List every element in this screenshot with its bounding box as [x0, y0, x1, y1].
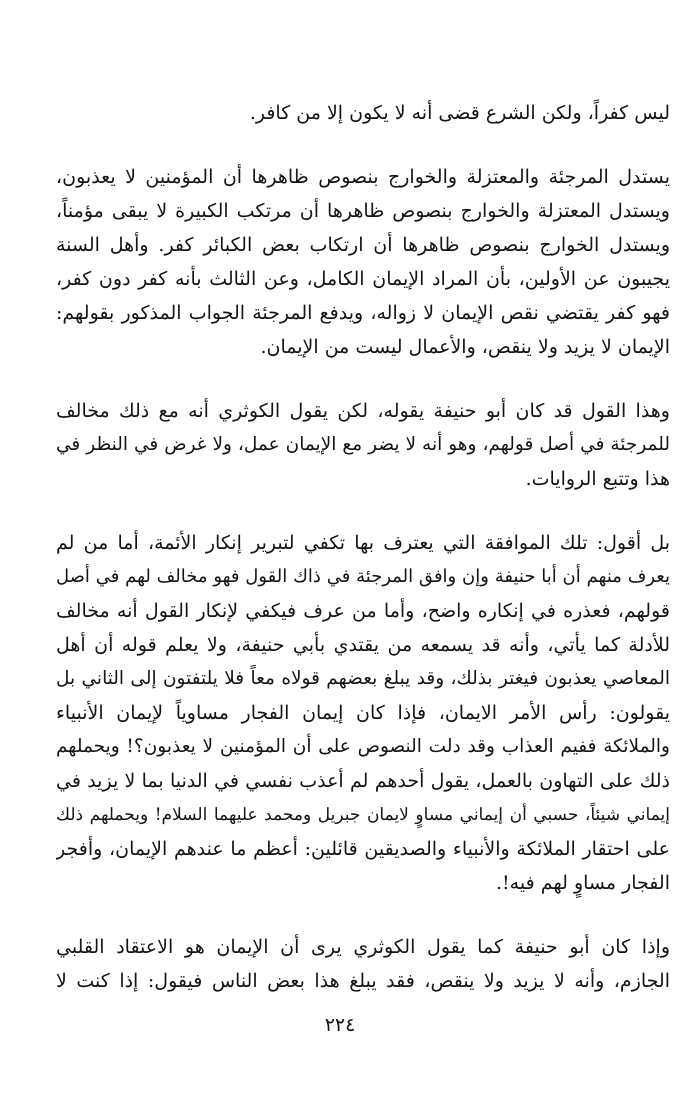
paragraph-1 — [56, 96, 670, 130]
text-line: المعاصي يعذبون فيغتر بذلك، وقد يبلغ بعضهم قولاه معاً فلا يلتفتون إلى الثاني بل — [56, 668, 670, 689]
text-line: يستدل المرجئة والمعتزلة والخوارج بنصوص ظاهرها أن المؤمنين لا يعذبون، — [56, 166, 670, 188]
page-number: ٢٢٤ — [324, 1014, 356, 1036]
paragraph-2 — [56, 160, 670, 364]
text-line: الجازم، وأنه لا يزيد ولا ينقص، فقد يبلغ هذا بعض الناس فيقول: إذا كنت لا — [56, 970, 670, 992]
text-line: إيماني شيئاً، حسبي أن إيماني مساوٍ لايمان جبريل ومحمد عليهما السلام! ويحملهم ذلك — [56, 805, 670, 825]
text-line: والملائكة ففيم العذاب وقد دلت النصوص على أن المؤمنين لا يعذبون؟! ويحملهم — [56, 736, 670, 757]
text-line: بل أقول: تلك الموافقة التي يعترف بها تكفي لتبرير إنكار الأئمة، أما من لم — [56, 532, 670, 554]
paragraph-5 — [56, 930, 670, 998]
text-line: ويستدل المعتزلة والخوارج بنصوص ظاهرها أن مرتكب الكبيرة لا يبقى مؤمناً، — [56, 200, 670, 222]
text-line: على احتقار الملائكة والأنبياء والصديقين قائلين: أعظم ما عندهم الإيمان، وأفجر — [56, 838, 670, 860]
text-line: قولهم، فعذره في إنكاره واضح، وأما من عرف فيكفي لإنكار القول أنه مخالف — [56, 600, 670, 622]
page-body — [56, 96, 670, 1028]
text-line: يجيبون عن الأولين، بأن المراد الإيمان الكامل، وعن الثالث بأنه كفر دون كفر، — [56, 268, 670, 290]
text-line: الإيمان لا يزيد ولا ينقص، والأعمال ليست من الإيمان. — [260, 336, 670, 358]
paragraph-4 — [56, 526, 670, 900]
text-line: وهذا القول قد كان أبو حنيفة يقوله، لكن يقول الكوثري أنه مع ذلك مخالف — [56, 400, 670, 422]
text-line: يعرف منهم أن أبا حنيفة وإن وافق المرجئة في ذاك القول فهو مخالف لهم في أصل — [56, 566, 670, 587]
text-line: فهو كفر يقتضي نقص الإيمان لا زواله، ويدفع المرجئة الجواب المذكور بقولهم: — [56, 302, 670, 324]
text-line: للمرجئة في أصل قولهم، وهو أنه لا يضر مع الإيمان عمل، ولا غرض في النظر في — [56, 434, 670, 455]
text-line: ليس كفراً، ولكن الشرع قضى أنه لا يكون إلا من كافر. — [249, 102, 670, 124]
paragraph-3 — [56, 394, 670, 496]
text-line: يقولون: رأس الأمر الايمان، فإذا كان إيمان الفجار مساوياً لإيمان الأنبياء — [56, 702, 670, 724]
text-line: وإذا كان أبو حنيفة كما يقول الكوثري يرى أن الإيمان هو الاعتقاد القلبي — [56, 936, 670, 958]
text-line: ذلك على التهاون بالعمل، يقول أحدهم لم أعذب نفسي في الدنيا بما لا يزيد في — [56, 770, 670, 792]
text-line: للأدلة كما يأتي، وأنه قد يسمعه من يقتدي بأبي حنيفة، ولا يعلم قوله أن أهل — [56, 634, 670, 656]
text-line: ويستدل الخوارج بنصوص ظاهرها أن ارتكاب بعض الكبائر كفر. وأهل السنة — [56, 234, 670, 256]
text-line: هذا وتتبع الروايات. — [525, 468, 670, 490]
text-line: الفجار مساوٍ لهم فيه!. — [496, 872, 670, 894]
